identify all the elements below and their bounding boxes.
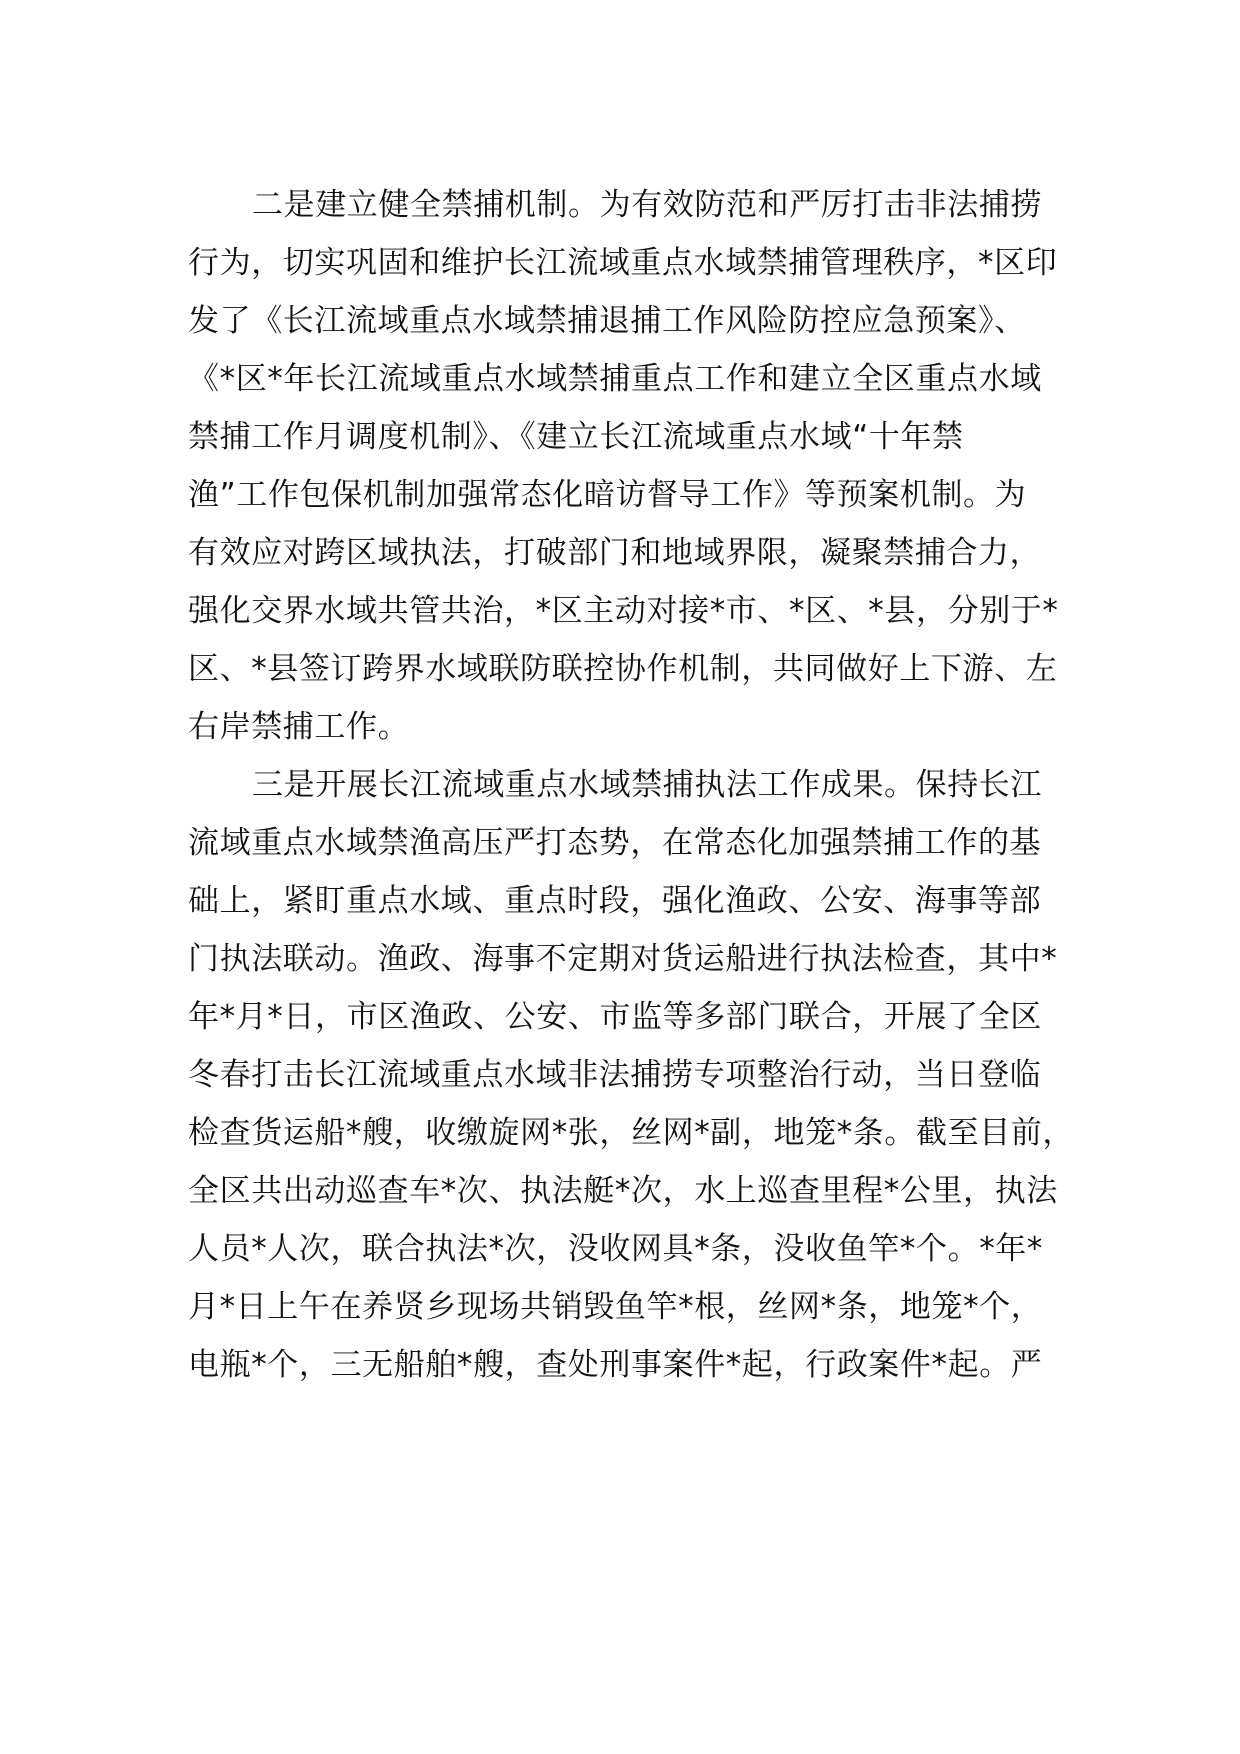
paragraph-3-line-9: 人员*人次，联合执法*次，没收网具*条，没收鱼竿*个。*年*	[188, 1231, 1043, 1267]
paragraph-2-line-9: 区、*县签订跨界水域联防联控协作机制，共同做好上下游、左	[188, 651, 1058, 687]
paragraph-3-line-3: 础上，紧盯重点水域、重点时段，强化渔政、公安、海事等部	[188, 883, 1042, 919]
paragraph-3-line-10: 月*日上午在养贤乡现场共销毁鱼竿*根，丝网*条，地笼*个，	[188, 1289, 1043, 1325]
paragraph-2-line-4: 《*区*年长江流域重点水域禁捕重点工作和建立全区重点水域	[188, 361, 1042, 397]
paragraph-2-line-3: 发了《长江流域重点水域禁捕退捕工作风险防控应急预案》、	[188, 303, 1026, 339]
paragraph-3-line-8: 全区共出动巡查车*次、执法艇*次，水上巡查里程*公里，执法	[188, 1173, 1058, 1209]
paragraph-3-line-5: 年*月*日，市区渔政、公安、市监等多部门联合，开展了全区	[188, 999, 1042, 1035]
paragraph-2-line-5: 禁捕工作月调度机制》、《建立长江流域重点水域“十年禁	[188, 419, 964, 455]
paragraph-3-line-11: 电瓶*个，三无船舶*艘，查处刑事案件*起，行政案件*起。严	[188, 1347, 1043, 1383]
paragraph-2-line-8: 强化交界水域共管共治，*区主动对接*市、*区、*县，分别于*	[188, 593, 1059, 629]
paragraph-3-line-1: 三是开展长江流域重点水域禁捕执法工作成果。保持长江	[252, 767, 1042, 803]
paragraph-2-line-10: 右岸禁捕工作。	[188, 709, 410, 745]
paragraph-2-line-7: 有效应对跨区域执法，打破部门和地域界限，凝聚禁捕合力，	[188, 535, 1042, 571]
paragraph-2-line-2: 行为，切实巩固和维护长江流域重点水域禁捕管理秩序，*区印	[188, 245, 1058, 281]
paragraph-3-line-6: 冬春打击长江流域重点水域非法捕捞专项整治行动，当日登临	[188, 1057, 1042, 1093]
paragraph-2-line-6: 渔”工作包保机制加强常态化暗访督导工作》等预案机制。为	[188, 477, 1027, 513]
paragraph-3-line-7: 检查货运船*艘，收缴旋网*张，丝网*副，地笼*条。截至目前，	[188, 1115, 1074, 1151]
paragraph-2-line-1: 二是建立健全禁捕机制。为有效防范和严厉打击非法捕捞	[252, 187, 1042, 223]
paragraph-3-line-4: 门执法联动。渔政、海事不定期对货运船进行执法检查，其中*	[188, 941, 1058, 977]
paragraph-3-line-2: 流域重点水域禁渔高压严打态势，在常态化加强禁捕工作的基	[188, 825, 1042, 861]
